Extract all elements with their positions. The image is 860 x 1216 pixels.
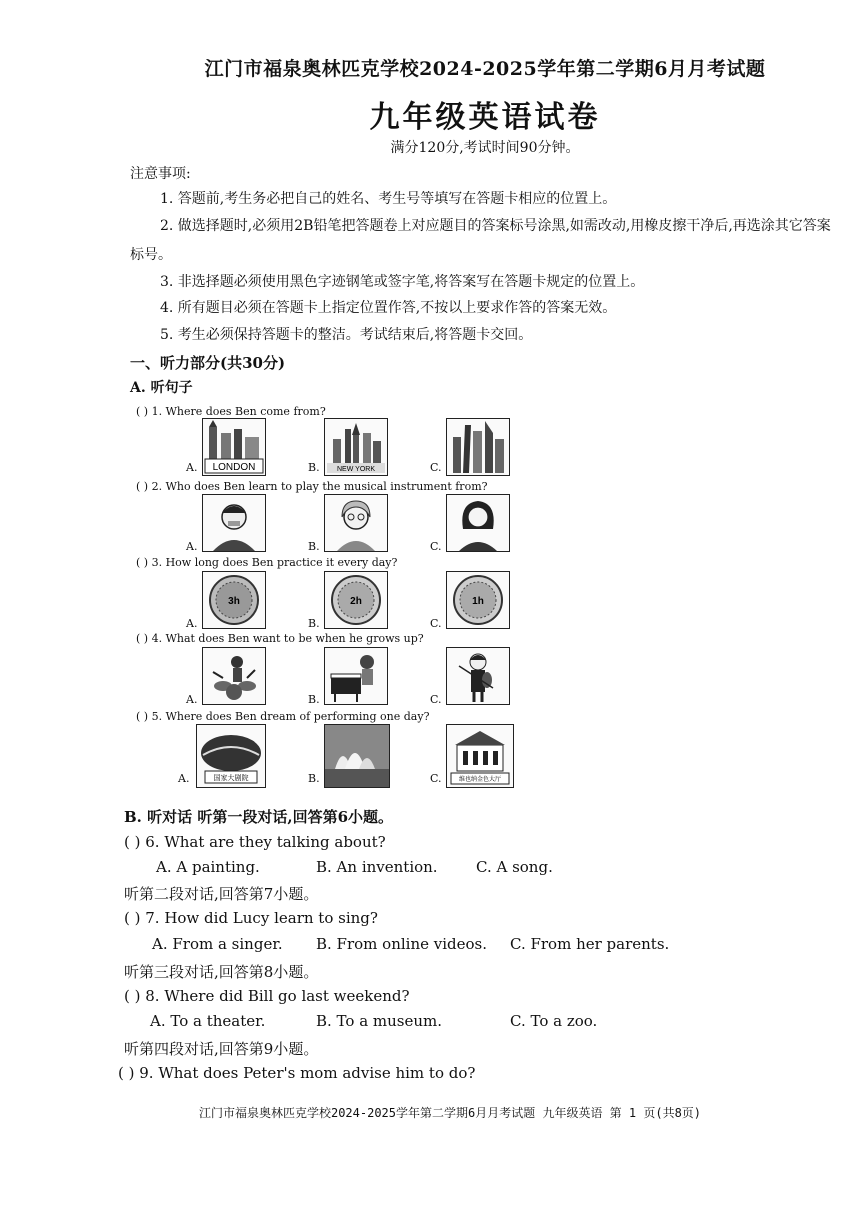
question-9: ( ) 9. What does Peter's mom advise him to do? bbox=[118, 1064, 476, 1082]
q8-option-a: A. To a theater. bbox=[150, 1012, 266, 1030]
woman-picture bbox=[446, 494, 510, 552]
score-line: 满分120分,考试时间90分钟。 bbox=[390, 140, 580, 156]
q6-option-b: B. An invention. bbox=[316, 858, 438, 876]
q6-option-a: A. A painting. bbox=[156, 858, 260, 876]
clock-3h-label: 3h bbox=[228, 596, 240, 607]
q4-option-b-label: B. bbox=[308, 693, 320, 706]
clock-2h-label: 2h bbox=[350, 596, 362, 607]
question-7: ( ) 7. How did Lucy learn to sing? bbox=[124, 909, 378, 927]
note-item-2: 2. 做选择题时,必须用2B铅笔把答题卷上对应题目的答案标号涂黑,如需改动,用橡皮擦干净后,再选涂其它答案标号。 bbox=[130, 218, 831, 263]
q2-option-a-label: A. bbox=[186, 540, 198, 553]
q5-option-b-label: B. bbox=[308, 772, 320, 785]
q3-option-c-label: C. bbox=[430, 617, 442, 630]
q5-option-a-label: A. bbox=[178, 772, 190, 785]
question-1: ( ) 1. Where does Ben come from? bbox=[136, 405, 326, 418]
city-skyline-picture bbox=[446, 418, 510, 476]
school-title: 江门市福泉奥林匹克学校2024-2025学年第二学期6月月考试题 bbox=[204, 58, 766, 80]
part-b-title: B. 听对话 听第一段对话,回答第6小题。 bbox=[124, 808, 394, 826]
q3-option-a-label: A. bbox=[186, 617, 198, 630]
segment-2-instruction: 听第二段对话,回答第7小题。 bbox=[124, 885, 319, 903]
note-item-3: 3. 非选择题必须使用黑色字迹钢笔或签字笔,将答案写在答题卡规定的位置上。 bbox=[160, 274, 645, 290]
clock-2h-picture bbox=[324, 571, 388, 629]
concert-hall-picture bbox=[446, 724, 514, 788]
q1-option-c-label: C. bbox=[430, 461, 442, 474]
grandmother-picture bbox=[324, 494, 388, 552]
listening-section-title: 一、听力部分(共30分) bbox=[130, 354, 286, 372]
q7-option-b: B. From online videos. bbox=[316, 935, 487, 953]
q7-option-a: A. From a singer. bbox=[152, 935, 283, 953]
man-picture bbox=[202, 494, 266, 552]
national-theater-picture bbox=[196, 724, 266, 788]
q6-option-c: C. A song. bbox=[476, 858, 553, 876]
new-york-caption: NEW YORK bbox=[337, 466, 375, 473]
new-york-picture bbox=[324, 418, 388, 476]
notes-title: 注意事项: bbox=[130, 166, 191, 182]
segment-4-instruction: 听第四段对话,回答第9小题。 bbox=[124, 1040, 319, 1058]
question-2: ( ) 2. Who does Ben learn to play the musical instrument from? bbox=[136, 480, 488, 493]
q4-option-a-label: A. bbox=[186, 693, 198, 706]
pianist-picture bbox=[324, 647, 388, 705]
q8-option-b: B. To a museum. bbox=[316, 1012, 443, 1030]
note-item-5: 5. 考生必须保持答题卡的整洁。考试结束后,将答题卡交回。 bbox=[160, 327, 533, 343]
question-6: ( ) 6. What are they talking about? bbox=[124, 833, 386, 851]
clock-3h-picture bbox=[202, 571, 266, 629]
q7-option-c: C. From her parents. bbox=[510, 935, 670, 953]
clock-1h-label: 1h bbox=[472, 596, 484, 607]
concert-hall-caption: 维也纳金色大厅 bbox=[458, 776, 502, 783]
question-4: ( ) 4. What does Ben want to be when he grows up? bbox=[136, 632, 424, 645]
main-title: 九年级英语试卷 bbox=[369, 100, 601, 135]
drummer-picture bbox=[202, 647, 266, 705]
q4-option-c-label: C. bbox=[430, 693, 442, 706]
q5-option-c-label: C. bbox=[430, 772, 442, 785]
question-8: ( ) 8. Where did Bill go last weekend? bbox=[124, 987, 410, 1005]
segment-3-instruction: 听第三段对话,回答第8小题。 bbox=[124, 963, 319, 981]
part-a-title: A. 听句子 bbox=[130, 380, 193, 396]
sydney-opera-house-picture bbox=[324, 724, 390, 788]
national-theater-caption: 国家大剧院 bbox=[213, 774, 249, 782]
q3-option-b-label: B. bbox=[308, 617, 320, 630]
note-item-1: 1. 答题前,考生务必把自己的姓名、考生号等填写在答题卡相应的位置上。 bbox=[160, 191, 617, 207]
note-item-4: 4. 所有题目必须在答题卡上指定位置作答,不按以上要求作答的答案无效。 bbox=[160, 300, 617, 316]
q2-option-b-label: B. bbox=[308, 540, 320, 553]
page-footer: 江门市福泉奥林匹克学校2024-2025学年第二学期6月月考试题 九年级英语 第 1 页(共8页) bbox=[198, 1106, 702, 1120]
london-picture bbox=[202, 418, 266, 476]
question-3: ( ) 3. How long does Ben practice it every day? bbox=[136, 556, 398, 569]
clock-1h-picture bbox=[446, 571, 510, 629]
question-5: ( ) 5. Where does Ben dream of performing one day? bbox=[136, 710, 430, 723]
london-caption: LONDON bbox=[212, 462, 256, 473]
q8-option-c: C. To a zoo. bbox=[510, 1012, 598, 1030]
q2-option-c-label: C. bbox=[430, 540, 442, 553]
q1-option-b-label: B. bbox=[308, 461, 320, 474]
q1-option-a-label: A. bbox=[186, 461, 198, 474]
violinist-picture bbox=[446, 647, 510, 705]
